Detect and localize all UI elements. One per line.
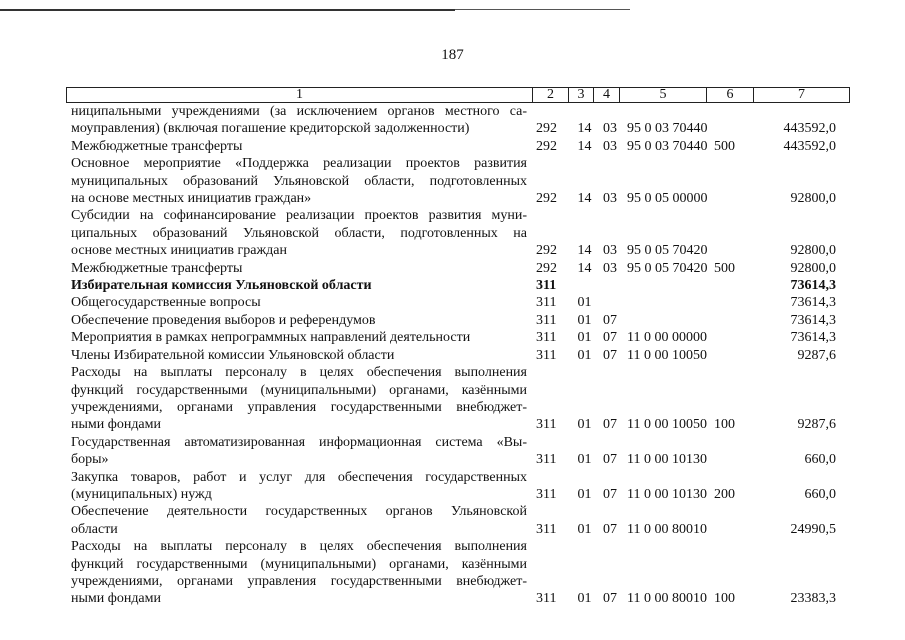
row-c2-cell: 311 [536, 347, 557, 363]
row-description [71, 103, 527, 138]
row-c5-cell: 11 0 00 00000 [627, 330, 707, 346]
row-description [71, 138, 527, 155]
table-row [71, 312, 851, 329]
row-c7-cell: 9287,6 [797, 417, 836, 433]
table-row [71, 277, 851, 294]
row-c3-cell: 01 [577, 330, 592, 346]
row-c6-cell: 500 [714, 138, 735, 154]
table-body [71, 103, 851, 608]
description-line: ниципальными учреждениями (за исключением органов местного са- [71, 104, 527, 119]
row-c4-cell: 07 [603, 347, 617, 363]
row-c2-cell: 311 [536, 591, 557, 607]
row-c7-cell: 92800,0 [790, 191, 836, 207]
row-description [71, 155, 527, 207]
description-line: Члены Избирательной комиссии Ульяновской области [71, 347, 395, 363]
row-c4-cell: 07 [603, 521, 617, 537]
row-c3-cell: 14 [577, 243, 592, 259]
row-c7-cell: 73614,3 [790, 278, 836, 294]
row-c2-cell: 292 [536, 138, 557, 154]
row-description [71, 312, 527, 329]
row-description [71, 538, 527, 608]
description-line: муниципальных образований Ульяновской области, подготовленных [71, 173, 527, 189]
row-c2-cell: 311 [536, 417, 557, 433]
row-c3-cell: 01 [577, 295, 592, 311]
table-row [71, 207, 851, 259]
table-header [66, 87, 850, 103]
row-c7-cell: 73614,3 [790, 295, 836, 311]
row-c5-cell: 11 0 00 10050 [627, 417, 707, 433]
row-c5-cell: 95 0 03 70440 [627, 138, 708, 154]
row-c4-cell: 07 [603, 330, 617, 346]
row-c2-cell: 311 [536, 312, 557, 328]
table-row [71, 364, 851, 434]
row-description [71, 207, 527, 259]
table-row [71, 329, 851, 346]
description-line: Обеспечение проведения выборов и референдумов [71, 312, 376, 328]
header-col-3: 3 [569, 88, 594, 103]
row-description [71, 347, 527, 364]
row-c2-cell: 292 [536, 121, 557, 137]
row-c7-cell: 92800,0 [790, 260, 836, 276]
row-c7-cell: 23383,3 [790, 591, 836, 607]
row-c3-cell: 01 [577, 521, 592, 537]
row-description [71, 277, 527, 294]
header-col-4: 4 [594, 88, 620, 103]
description-line: Межбюджетные трансферты [71, 260, 243, 276]
row-c2-cell: 311 [536, 278, 557, 294]
row-description [71, 329, 527, 346]
row-c3-cell: 01 [577, 347, 592, 363]
row-c4-cell: 03 [603, 191, 617, 207]
row-c3-cell: 01 [577, 312, 592, 328]
row-c7-cell: 24990,5 [790, 521, 836, 537]
row-c5-cell: 11 0 00 10050 [627, 347, 707, 363]
row-c2-cell: 311 [536, 295, 557, 311]
row-c6-cell: 200 [714, 486, 735, 502]
row-c7-cell: 660,0 [804, 486, 836, 502]
row-c5-cell: 95 0 05 70420 [627, 260, 708, 276]
row-c7-cell: 443592,0 [783, 138, 836, 154]
row-c2-cell: 292 [536, 260, 557, 276]
row-c4-cell: 03 [603, 121, 617, 137]
header-col-6: 6 [707, 88, 754, 103]
table-row [71, 347, 851, 364]
description-line: Субсидии на софинансирование реализации проектов развития муни- [71, 208, 527, 224]
row-c2-cell: 311 [536, 452, 557, 468]
row-c5-cell: 11 0 00 10130 [627, 452, 707, 468]
description-line: Обеспечение деятельности государственных органов Ульяновской [71, 504, 527, 520]
description-line: Избирательная комиссия Ульяновской области [71, 278, 372, 294]
row-c7-cell: 443592,0 [783, 121, 836, 137]
row-c7-cell: 73614,3 [790, 330, 836, 346]
row-c5-cell: 11 0 00 10130 [627, 486, 707, 502]
table-row [71, 434, 851, 469]
row-c5-cell: 11 0 00 80010 [627, 521, 707, 537]
row-description [71, 364, 527, 434]
description-line: Закупка товаров, работ и услуг для обеспечения государственных [71, 469, 527, 485]
row-c6-cell: 100 [714, 591, 735, 607]
table-row [71, 294, 851, 311]
description-line: боры» [71, 452, 109, 468]
row-c4-cell: 07 [603, 312, 617, 328]
header-col-2: 2 [533, 88, 569, 103]
description-line: Государственная автоматизированная информационная система «Вы- [71, 434, 527, 450]
row-c3-cell: 14 [577, 138, 592, 154]
table-row [71, 138, 851, 155]
row-c3-cell: 14 [577, 260, 592, 276]
description-line: ными фондами [71, 417, 162, 433]
row-c4-cell: 07 [603, 417, 617, 433]
description-line: учреждениями, органами управления государственными внебюджет- [71, 399, 527, 415]
row-c3-cell: 14 [577, 191, 592, 207]
row-c6-cell: 500 [714, 260, 735, 276]
table-row [71, 469, 851, 504]
table-row [71, 155, 851, 207]
header-col-5: 5 [620, 88, 707, 103]
table-row [71, 260, 851, 277]
description-line: области [71, 521, 118, 537]
row-c5-cell: 95 0 03 70440 [627, 121, 708, 137]
table-row [71, 538, 851, 608]
row-c2-cell: 311 [536, 486, 557, 502]
row-c3-cell: 01 [577, 486, 592, 502]
description-line: Расходы на выплаты персоналу в целях обеспечения выполнения [71, 539, 527, 555]
row-c3-cell: 01 [577, 417, 592, 433]
description-line: Мероприятия в рамках непрограммных направлений деятельности [71, 330, 471, 346]
row-c7-cell: 660,0 [804, 452, 836, 468]
row-c5-cell: 95 0 05 00000 [627, 191, 708, 207]
table-row [71, 503, 851, 538]
description-line: функций государственными (муниципальными) органами, казёнными [71, 382, 527, 398]
header-col-7: 7 [754, 88, 850, 103]
row-c4-cell: 07 [603, 591, 617, 607]
row-c4-cell: 07 [603, 486, 617, 502]
row-c2-cell: 311 [536, 521, 557, 537]
row-description [71, 260, 527, 277]
row-c2-cell: 311 [536, 330, 557, 346]
description-line: на основе местных инициатив граждан» [71, 191, 312, 207]
description-line: учреждениями, органами управления государственными внебюджет- [71, 573, 527, 589]
row-c7-cell: 92800,0 [790, 243, 836, 259]
description-line: Общегосударственные вопросы [71, 295, 261, 311]
row-c7-cell: 9287,6 [797, 347, 836, 363]
row-description [71, 294, 527, 311]
description-line: Межбюджетные трансферты [71, 138, 243, 154]
row-description [71, 434, 527, 469]
description-line: ными фондами [71, 591, 162, 607]
row-c7-cell: 73614,3 [790, 312, 836, 328]
row-c3-cell: 01 [577, 591, 592, 607]
row-c2-cell: 292 [536, 243, 557, 259]
page-number: 187 [441, 47, 464, 63]
row-c5-cell: 95 0 05 70420 [627, 243, 708, 259]
header-col-1: 1 [67, 88, 533, 103]
description-line: Основное мероприятие «Поддержка реализации проектов развития [71, 156, 527, 172]
description-line: (муниципальных) нужд [71, 486, 212, 502]
row-description [71, 503, 527, 538]
table-row [71, 103, 851, 138]
row-c6-cell: 100 [714, 417, 735, 433]
row-c3-cell: 14 [577, 121, 592, 137]
scan-edge-line [0, 9, 905, 11]
row-c4-cell: 03 [603, 243, 617, 259]
row-c4-cell: 03 [603, 138, 617, 154]
row-c2-cell: 292 [536, 191, 557, 207]
description-line: функций государственными (муниципальными) органами, казёнными [71, 556, 527, 572]
row-c3-cell: 01 [577, 452, 592, 468]
description-line: основе местных инициатив граждан [71, 243, 287, 259]
row-c4-cell: 07 [603, 452, 617, 468]
description-line: Расходы на выплаты персоналу в целях обеспечения выполнения [71, 365, 527, 381]
description-line: ципальных образований Ульяновской области, подготовленных на [71, 225, 527, 241]
row-c5-cell: 11 0 00 80010 [627, 591, 707, 607]
row-c4-cell: 03 [603, 260, 617, 276]
description-line: моуправления) (включая погашение кредиторской задолженности) [71, 121, 470, 137]
row-description [71, 469, 527, 504]
